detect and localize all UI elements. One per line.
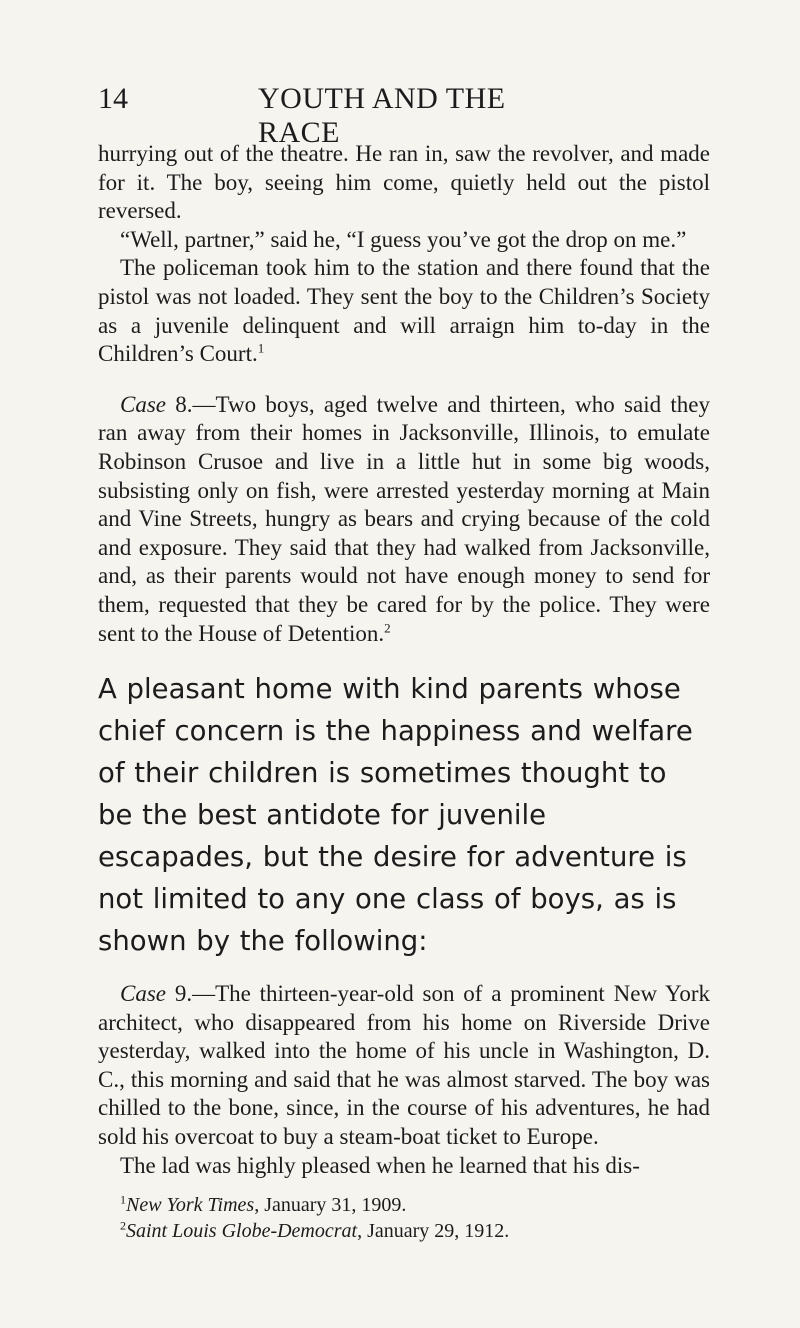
running-head: YOUTH AND THE RACE: [258, 82, 506, 149]
footnote-1-source: New York Times: [126, 1194, 255, 1217]
footnote-1-mark: 1: [120, 1192, 126, 1207]
paragraph-final: The lad was highly pleased when he learned that his dis-: [120, 1152, 640, 1178]
page-number: 14: [98, 82, 128, 115]
paragraph-policeman: [98, 254, 710, 368]
footnote-1: [98, 1192, 710, 1218]
footnote-2-mark: 2: [120, 1218, 126, 1233]
paragraph-continuation: hurrying out of the theatre. He ran in, saw the revolver, and made for it. The boy, seeing him come, quietly held out the pistol reversed.: [98, 141, 710, 224]
footnotes: [98, 1192, 710, 1244]
callout-paragraph: A pleasant home with kind parents whose chief concern is the happiness and welfare of their children is sometimes thought to be the best antidote for juvenile escapades, but the desire for adventure is not limited to any one class of boys, as is shown by the following:: [98, 673, 693, 958]
case-9-paragraph: [98, 980, 710, 1152]
page-header: [98, 82, 568, 149]
footnote-reference-1: 1: [257, 340, 265, 356]
footnote-reference-2: 2: [384, 619, 391, 635]
footnote-2-date: , January 29, 1912.: [357, 1220, 510, 1243]
footnote-2-source: Saint Louis Globe-Democrat: [126, 1220, 358, 1243]
paragraph-policeman-text: The policeman took him to the station and there found that the pistol was not loaded. They sent the boy to the Children’s Society as a juvenile delinquent and will arraign him to-day in the Children’s Court.: [98, 255, 710, 367]
case-9-label: Case: [120, 981, 166, 1007]
case-8-text: 8.—Two boys, aged twelve and thirteen, who said they ran away from their homes in Jacksonville, Illinois, to emulate Robinson Crusoe and live in a little hut in some big woods, subsisting only on fish, were arrested yesterday morning at Main and Vine Streets, hungry as bears and crying because of the cold and exposure. They said that they had walked from Jacksonville, and, as their parents would not have enough money to send for them, requested that they be cared for by the police. They were sent to the House of Detention.: [98, 391, 710, 646]
case-8-label: Case: [120, 391, 166, 417]
page-body: [98, 140, 710, 1244]
case-8-paragraph: [98, 391, 710, 648]
case-9-text: 9.—The thirteen-year-old son of a prominent New York architect, who disappeared from his home on Riverside Drive yesterday, walked into the home of his uncle in Washington, D. C., this morning and said that he was almost starved. The boy was chilled to the bone, since, in the course of his adventures, he had sold his overcoat to buy a steam-boat ticket to Europe.: [98, 981, 710, 1150]
footnote-2: [98, 1218, 710, 1244]
paragraph-quote: “Well, partner,” said he, “I guess you’ve got the drop on me.”: [120, 226, 687, 252]
footnote-1-date: , January 31, 1909.: [254, 1194, 407, 1217]
